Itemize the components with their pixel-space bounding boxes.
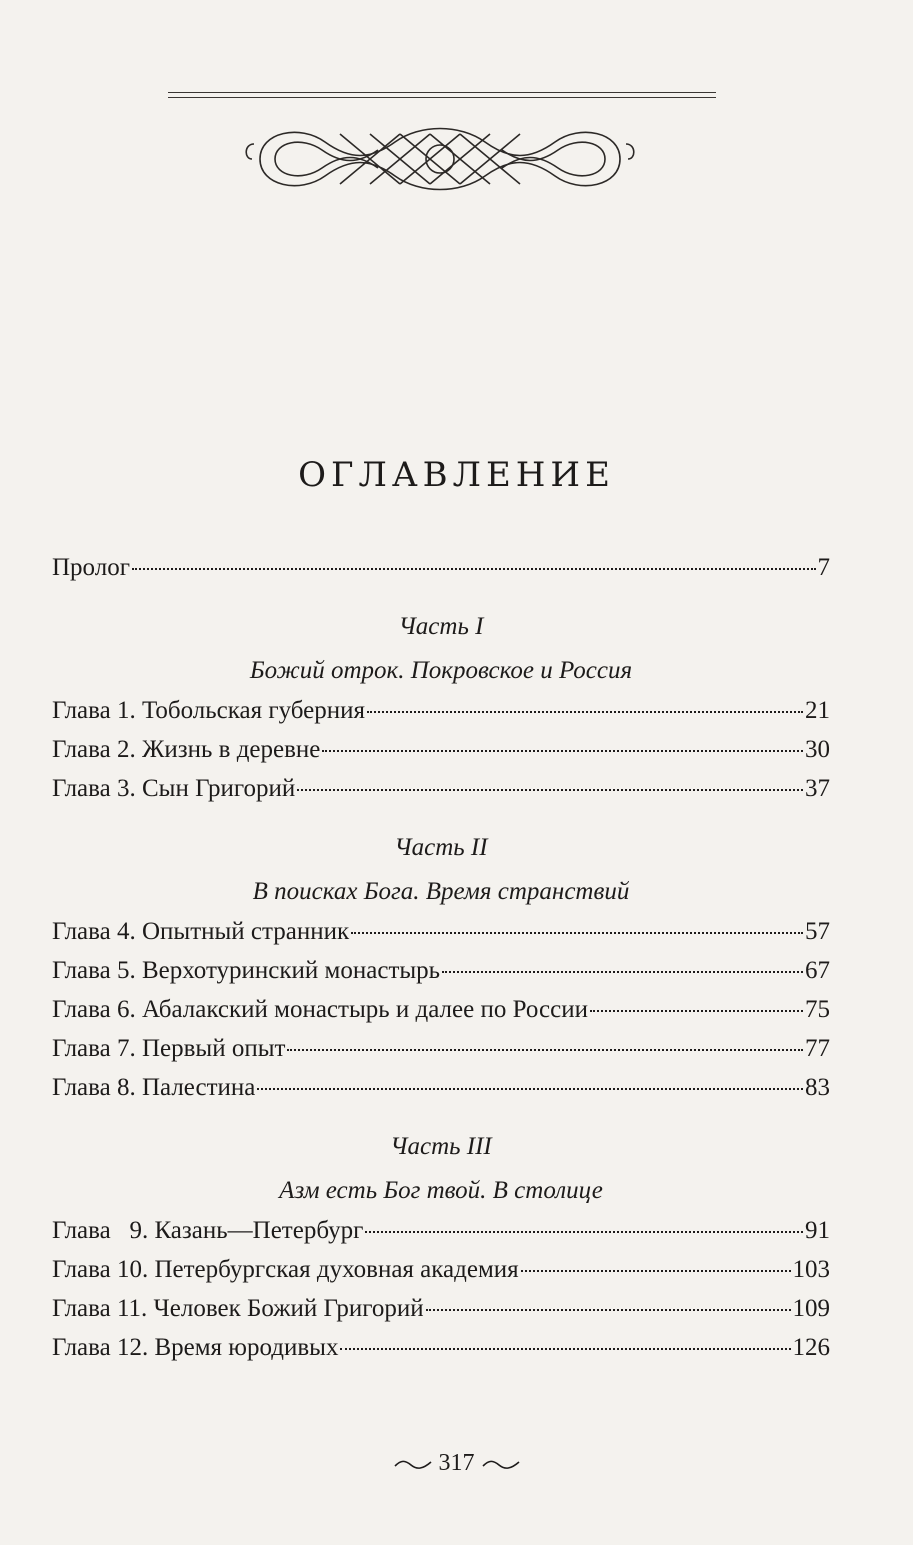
celtic-knot-ornament: [240, 114, 640, 204]
toc-entry: [52, 1068, 830, 1107]
toc-entry: [52, 1328, 830, 1367]
toc-entry-page: 77: [805, 1035, 830, 1062]
toc-entry-label: Глава 5. Верхотуринский монастырь: [52, 957, 441, 984]
dot-leader: [442, 971, 803, 973]
dot-leader: [340, 1348, 790, 1350]
toc-entry: [52, 1211, 830, 1250]
toc-entry-page: 109: [792, 1295, 830, 1322]
toc-entry-page: 21: [805, 697, 830, 724]
toc-entry-page: 37: [805, 775, 830, 802]
toc-entry-page: 7: [817, 554, 830, 581]
toc-entry-page: 103: [792, 1256, 830, 1283]
part-subtitle: Божий отрок. Покровское и Россия: [249, 657, 633, 684]
page-footer: [0, 1450, 913, 1477]
toc-entry-page: 30: [805, 736, 830, 763]
dot-leader: [322, 750, 803, 752]
toc-entry-page: 67: [805, 957, 830, 984]
part-subtitle: В поисках Бога. Время странствий: [252, 878, 630, 905]
right-swash-icon: [481, 1457, 521, 1471]
toc-entry: [52, 951, 830, 990]
part-heading: Часть II: [394, 834, 488, 861]
page-number: 317: [438, 1450, 475, 1476]
toc-entry-label: Глава 4. Опытный странник: [52, 918, 350, 945]
toc-entry-label: Глава 3. Сын Григорий: [52, 775, 296, 802]
top-double-rule: [168, 92, 716, 100]
toc-entry-label: Глава 1. Тобольская губерния: [52, 697, 366, 724]
page-title: ОГЛАВЛЕНИЕ: [298, 455, 615, 495]
toc-entry-label: Глава 7. Первый опыт: [52, 1035, 286, 1062]
toc-entry: [52, 730, 830, 769]
left-swash-icon: [393, 1457, 433, 1471]
part-heading: Часть III: [390, 1133, 492, 1160]
toc-entry: [52, 990, 830, 1029]
toc-entry-label: Глава 6. Абалакский монастырь и далее по России: [52, 996, 588, 1023]
toc-entry-page: 57: [805, 918, 830, 945]
dot-leader: [521, 1270, 791, 1272]
dot-leader: [426, 1309, 791, 1311]
toc-entry-page: 91: [805, 1217, 830, 1244]
toc-entry-page: 83: [805, 1074, 830, 1101]
toc-entry-label: Глава 10. Петербургская духовная академия: [52, 1256, 519, 1283]
toc-entry: [52, 1029, 830, 1068]
dot-leader: [367, 711, 803, 713]
table-of-contents: [52, 548, 830, 1367]
dot-leader: [590, 1010, 803, 1012]
toc-entry-label: Глава 9. Казань—Петербург: [52, 1217, 364, 1244]
toc-entry: [52, 1289, 830, 1328]
toc-entry-page: 126: [792, 1334, 830, 1361]
dot-leader: [287, 1049, 803, 1051]
dot-leader: [132, 568, 816, 570]
toc-entry: [52, 769, 830, 808]
toc-entry-label: Пролог: [52, 554, 130, 581]
toc-entry-label: Глава 8. Палестина: [52, 1074, 256, 1101]
dot-leader: [297, 789, 803, 791]
toc-entry-prologue: [52, 548, 830, 587]
dot-leader: [257, 1088, 803, 1090]
toc-entry: [52, 1250, 830, 1289]
toc-entry-page: 75: [805, 996, 830, 1023]
toc-entry: [52, 912, 830, 951]
part-heading: Часть I: [398, 613, 484, 640]
part-subtitle: Азм есть Бог твой. В столице: [279, 1177, 603, 1204]
toc-entry-label: Глава 2. Жизнь в деревне: [52, 736, 321, 763]
dot-leader: [351, 932, 803, 934]
dot-leader: [365, 1231, 803, 1233]
toc-entry-label: Глава 12. Время юродивых: [52, 1334, 339, 1361]
toc-entry: [52, 691, 830, 730]
toc-entry-label: Глава 11. Человек Божий Григорий: [52, 1295, 424, 1322]
